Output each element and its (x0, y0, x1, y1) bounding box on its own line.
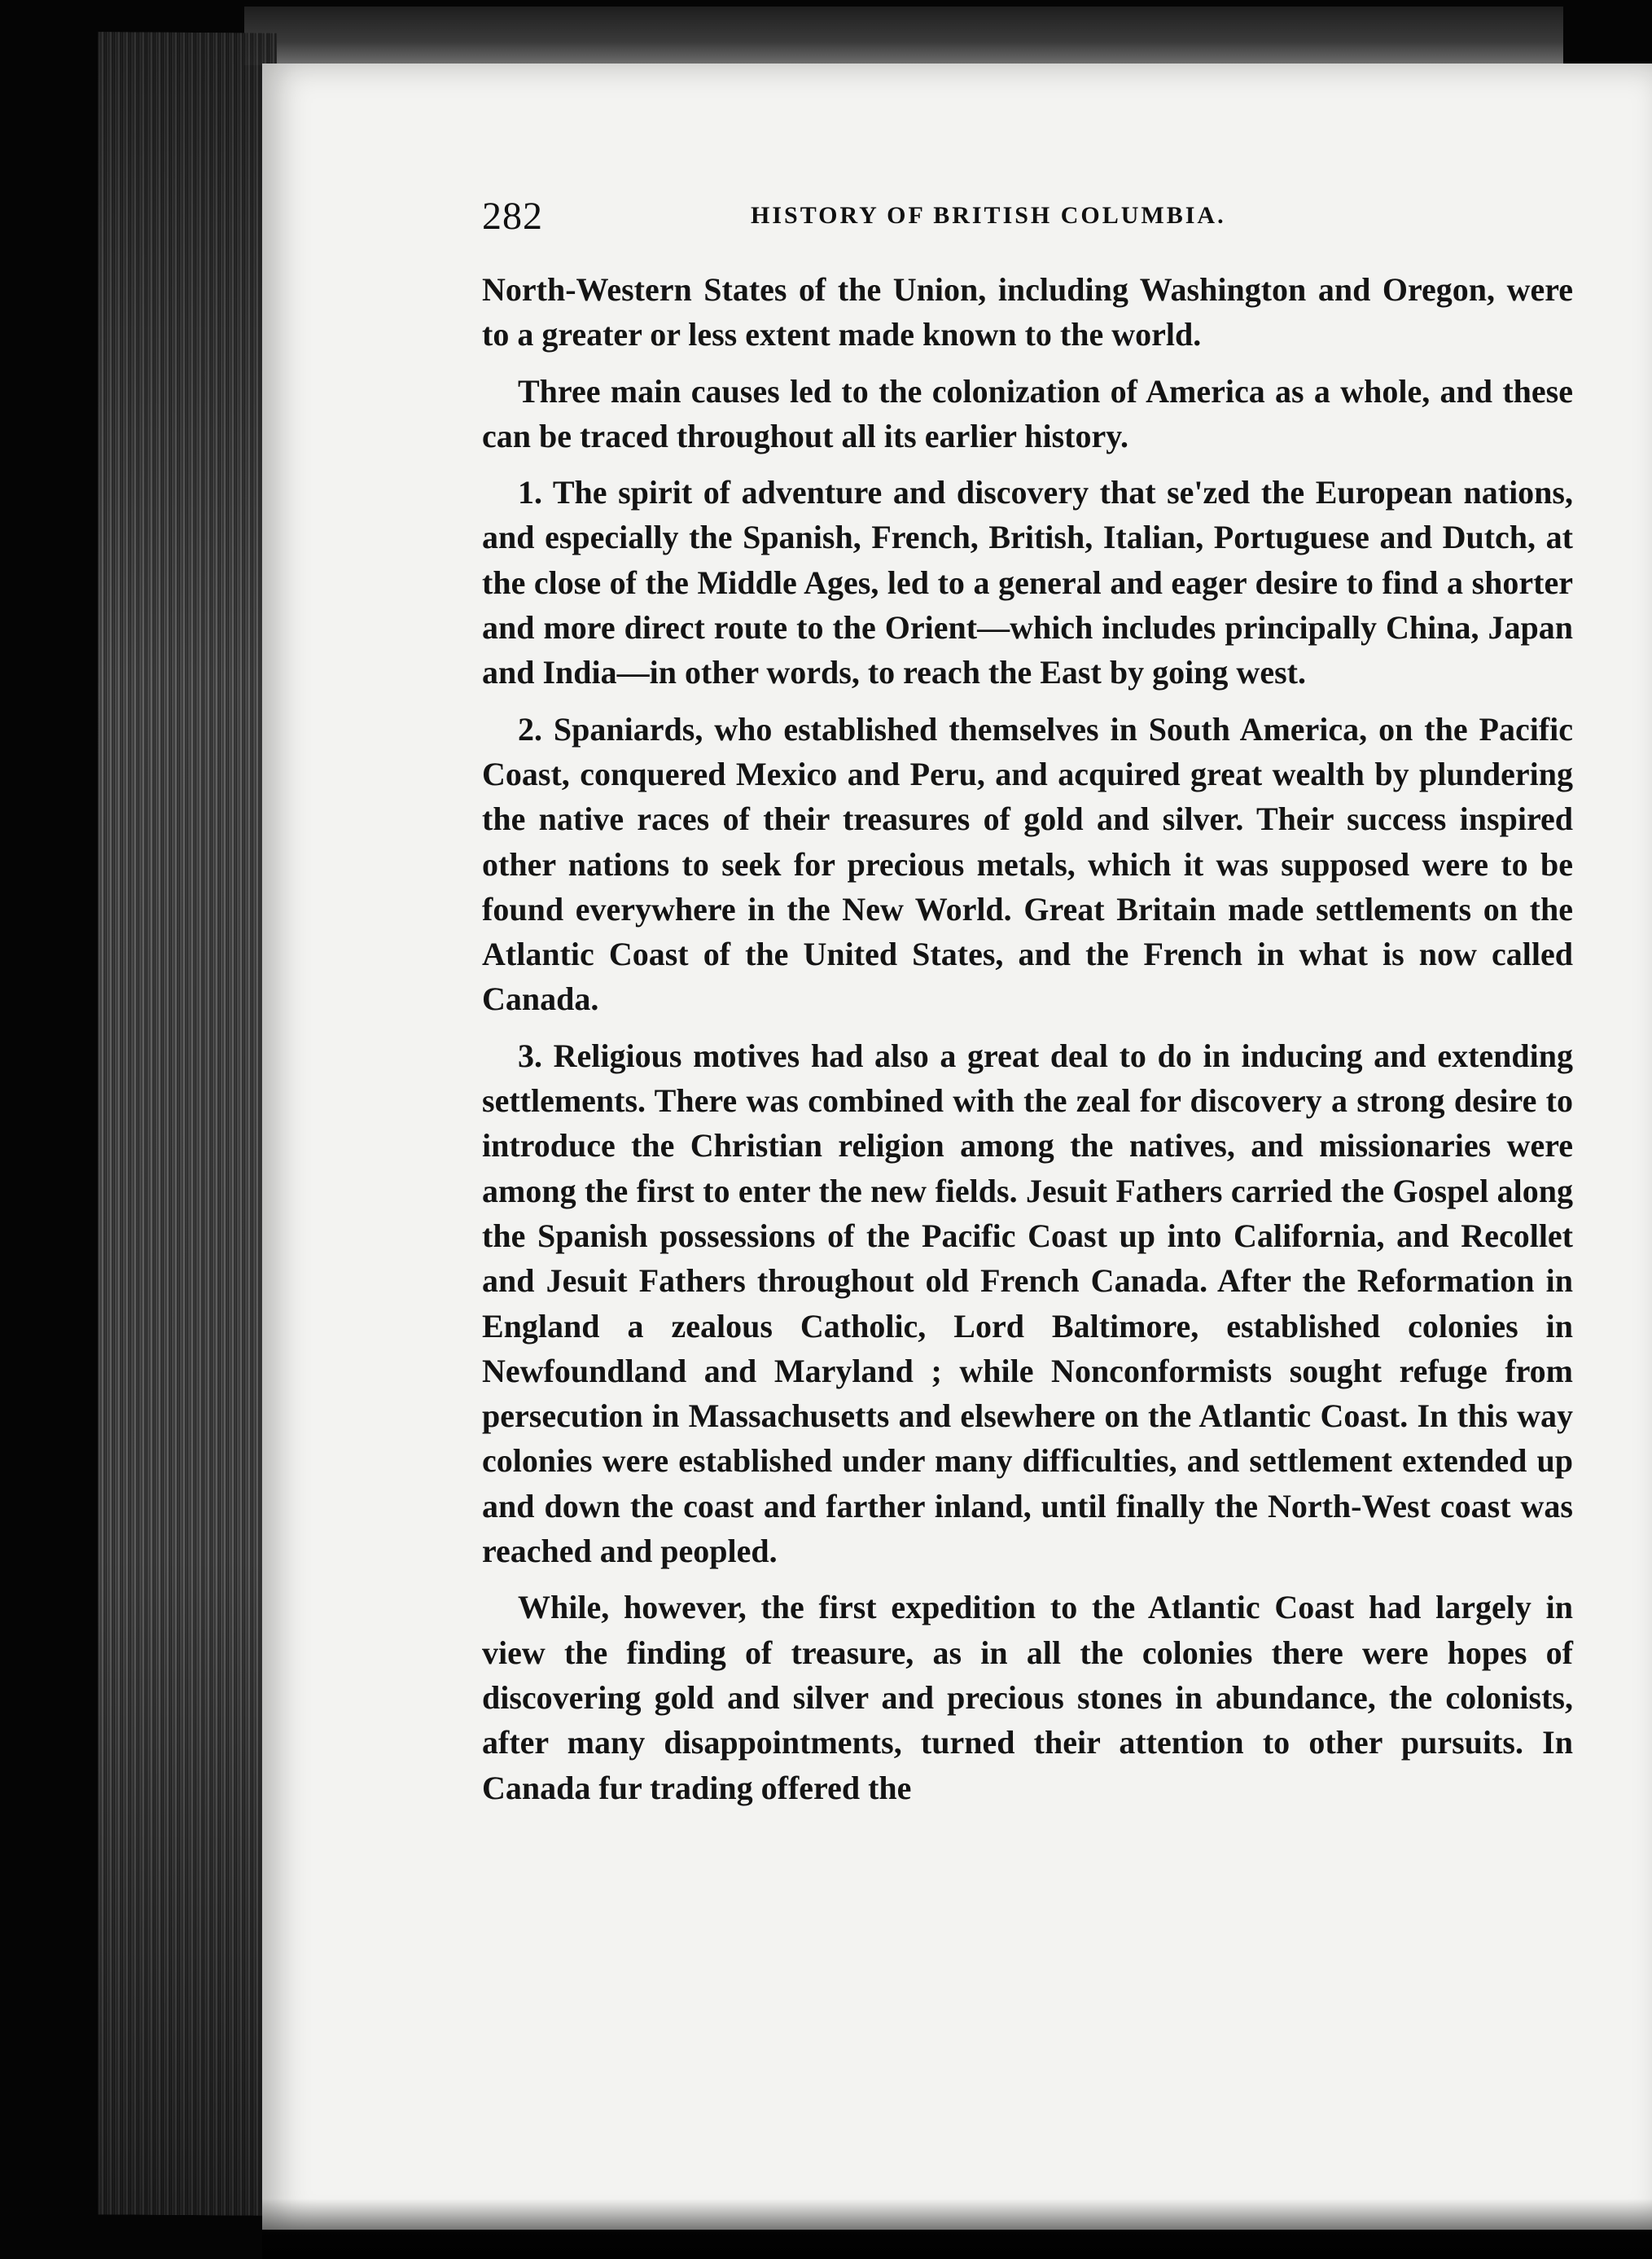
paragraph-cause-2: 2. Spaniards, who established themselves in South America, on the Pacific Coast, conquered Mexico and Peru, and acquired great wealth by plundering the native races of their treasures of gold and silver. Their success inspired other nations to seek for precious metals, which it was supposed were to be found everywhere in the New World. Great Britain made settlements on the Atlantic Coast of the United States, and the French in what is now called Canada. (482, 710, 1573, 1018)
paragraph-continuation: North-Western States of the Union, including Washington and Oregon, were to a greater or less extent made known to the world. (482, 271, 1573, 353)
book-top-edge (244, 7, 1563, 65)
page-header (482, 186, 1402, 251)
body-text (482, 267, 1573, 1822)
paragraph-cause-3: 3. Religious motives had also a great deal to do in inducing and extending settlements. There was combined with the zeal for discovery a strong desire to introduce the Christian religion among the natives, and missionaries were among the first to enter the new fields. Jesuit Fathers carried the Gospel along the Spanish possessions of the Pacific Coast up into California, and Recollet and Jesuit Fathers throughout old French Canada. After the Reformation in England a zealous Catholic, Lord Baltimore, established colonies in Newfoundland and Maryland ; while Nonconformists sought refuge from persecution in Massachusetts and elsewhere on the Atlantic Coast. In this way colonies were established under many difficulties, and settlement extended up and down the coast and farther inland, until finally the North-West coast was reached and peopled. (482, 1037, 1573, 1570)
paragraph-treasure: While, however, the first expedition to the Atlantic Coast had largely in view the finding of treasure, as in all the colonies there were hopes of discovering gold and silver and precious stones in abundance, the colonists, after many disappointments, turned their attention to other pursuits. In Canada fur trading offered the (482, 1589, 1573, 1806)
running-head: HISTORY OF BRITISH COLUMBIA. (751, 202, 1226, 229)
book-page (262, 64, 1652, 2230)
bottom-shadow (262, 2199, 1652, 2259)
paragraph-causes-intro: Three main causes led to the colonization of America as a whole, and these can be traced throughout all its earlier history. (482, 372, 1573, 454)
page-number: 282 (482, 195, 543, 238)
paragraph-cause-1: 1. The spirit of adventure and discovery that se'zed the European nations, and especially the Spanish, French, British, Italian, Portuguese and Dutch, at the close of the Middle Ages, led to a general and eager desire to find a shorter and more direct route to the Orient—which includes principally China, Japan and India—in other words, to reach the East by going west. (482, 474, 1573, 691)
book-page-edges (98, 32, 277, 2216)
